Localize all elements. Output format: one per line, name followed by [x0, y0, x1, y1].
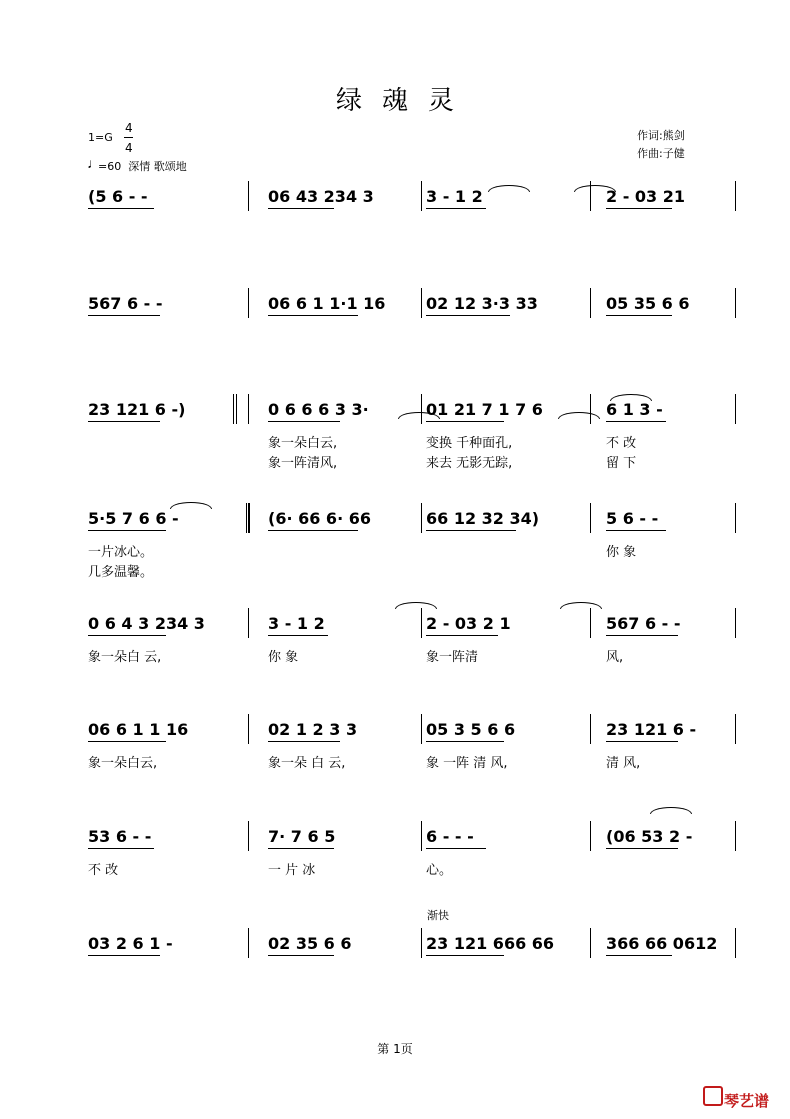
barline — [421, 503, 422, 533]
measure: 6 1 3 - — [606, 400, 663, 419]
lyric-line: 清 风, — [606, 756, 641, 771]
barline — [590, 608, 591, 638]
barline — [248, 288, 249, 318]
measure: 2 - 03 21 — [606, 187, 686, 206]
beam-line — [606, 741, 678, 742]
lyric-line: 象一朵 白 云, — [268, 756, 346, 771]
beam-line — [268, 741, 340, 742]
measure: 567 6 - - — [606, 614, 681, 633]
lyric-line: 来去 无影无踪, — [426, 456, 513, 471]
measure: 2 - 03 2 1 — [426, 614, 511, 633]
beam-line — [606, 315, 672, 316]
lyric-line: 不 改 — [88, 863, 119, 878]
page-number: 第 1页 — [377, 1042, 413, 1056]
barline — [590, 503, 591, 533]
barline — [421, 608, 422, 638]
beam-line — [88, 635, 166, 636]
lyric-line: 变换 千种面孔, — [426, 436, 513, 451]
repeat-barline — [246, 503, 247, 533]
time-signature-divider — [124, 137, 133, 138]
beam-line — [88, 421, 160, 422]
slur-mark — [398, 412, 440, 419]
barline — [248, 928, 249, 958]
measure: 05 35 6 6 — [606, 294, 690, 313]
key-signature: 1=G — [88, 131, 113, 144]
barline — [735, 181, 736, 211]
barline — [421, 288, 422, 318]
barline — [590, 821, 591, 851]
beam-line — [606, 635, 678, 636]
expression-marking: 深情 歌颂地 — [128, 160, 187, 173]
beam-line — [426, 635, 498, 636]
barline — [248, 608, 249, 638]
beam-line — [426, 848, 486, 849]
barline — [735, 288, 736, 318]
beam-line — [426, 955, 504, 956]
beam-line — [88, 208, 154, 209]
barline — [735, 394, 736, 424]
logo-icon — [703, 1086, 723, 1106]
barline — [421, 928, 422, 958]
barline — [248, 181, 249, 211]
lyric-line: 象一朵白云, — [88, 756, 158, 771]
lyricist-credit: 作词:熊剑 — [637, 129, 685, 142]
tempo-value: =60 — [98, 160, 122, 173]
measure: (5 6 - - — [88, 187, 148, 206]
measure: 66 12 32 34) — [426, 509, 540, 528]
measure: 06 43 234 3 — [268, 187, 374, 206]
measure: 06 6 1 1·1 16 — [268, 294, 386, 313]
beam-line — [88, 530, 166, 531]
beam-line — [88, 955, 160, 956]
lyric-line: 留 下 — [606, 456, 637, 471]
barline — [735, 928, 736, 958]
measure: 3 - 1 2 — [268, 614, 325, 633]
lyric-line: 你 象 — [606, 545, 637, 560]
barline — [590, 288, 591, 318]
measure: 23 121 6 -) — [88, 400, 186, 419]
barline — [735, 714, 736, 744]
repeat-barline — [233, 394, 234, 424]
repeat-barline — [249, 503, 250, 533]
lyric-line: 象一朵白 云, — [88, 650, 162, 665]
lyric-line: 一片冰心。 — [88, 545, 154, 560]
barline — [735, 503, 736, 533]
beam-line — [268, 635, 328, 636]
measure: 567 6 - - — [88, 294, 163, 313]
lyric-line: 风, — [606, 650, 624, 665]
beam-line — [426, 741, 504, 742]
beam-line — [268, 530, 358, 531]
lyric-line: 一 片 冰 — [268, 863, 316, 878]
beam-line — [268, 315, 358, 316]
barline — [421, 181, 422, 211]
measure: 02 1 2 3 3 — [268, 720, 358, 739]
beam-line — [606, 421, 666, 422]
slur-mark — [610, 394, 652, 401]
beam-line — [606, 848, 678, 849]
lyric-line: 象 一阵 清 风, — [426, 756, 508, 771]
measure: 53 6 - - — [88, 827, 152, 846]
beam-line — [606, 208, 672, 209]
slur-mark — [560, 602, 602, 609]
time-signature-bottom: 4 — [125, 141, 133, 155]
lyric-line: 象一阵清风, — [268, 456, 338, 471]
beam-line — [426, 315, 510, 316]
barline — [248, 394, 249, 424]
measure: (6· 66 6· 66 — [268, 509, 371, 528]
slur-mark — [558, 412, 600, 419]
beam-line — [268, 208, 334, 209]
measure: 23 121 666 66 — [426, 934, 555, 953]
beam-line — [426, 421, 504, 422]
measure: 3 - 1 2 — [426, 187, 483, 206]
beam-line — [268, 848, 334, 849]
slur-mark — [395, 602, 437, 609]
beam-line — [426, 530, 516, 531]
beam-line — [88, 848, 154, 849]
beam-line — [606, 530, 666, 531]
measure: 6 - - - — [426, 827, 474, 846]
measure: 366 66 0612 — [606, 934, 718, 953]
measure: (06 53 2 - — [606, 827, 693, 846]
barline — [248, 821, 249, 851]
beam-line — [426, 208, 486, 209]
measure: 7· 7 6 5 — [268, 827, 336, 846]
lyric-line: 象一阵清 — [426, 650, 479, 665]
slur-mark — [488, 185, 530, 192]
lyric-line: 象一朵白云, — [268, 436, 338, 451]
tempo-change-marking: 渐快 — [427, 909, 449, 922]
composer-credit: 作曲:子健 — [637, 147, 685, 160]
measure: 02 12 3·3 33 — [426, 294, 538, 313]
beam-line — [88, 315, 160, 316]
time-signature-top: 4 — [125, 121, 133, 135]
quarter-note-icon: ♩ — [87, 155, 101, 171]
measure: 02 35 6 6 — [268, 934, 352, 953]
lyric-line: 几多温馨。 — [88, 565, 154, 580]
barline — [590, 394, 591, 424]
beam-line — [88, 741, 166, 742]
tempo-marking — [98, 158, 187, 174]
measure: 0 6 6 6 3 3· — [268, 400, 369, 419]
lyric-line: 不 改 — [606, 436, 637, 451]
slur-mark — [170, 502, 212, 509]
repeat-barline — [236, 394, 237, 424]
barline — [735, 821, 736, 851]
slur-mark — [650, 807, 692, 814]
barline — [421, 821, 422, 851]
barline — [421, 714, 422, 744]
measure: 0 6 4 3 234 3 — [88, 614, 205, 633]
lyric-line: 心。 — [426, 863, 453, 878]
barline — [590, 714, 591, 744]
measure: 01 21 7 1 7 6 — [426, 400, 543, 419]
barline — [735, 608, 736, 638]
lyric-line: 你 象 — [268, 650, 299, 665]
measure: 06 6 1 1 16 — [88, 720, 189, 739]
measure: 03 2 6 1 - — [88, 934, 173, 953]
beam-line — [606, 955, 672, 956]
barline — [421, 394, 422, 424]
measure: 05 3 5 6 6 — [426, 720, 516, 739]
beam-line — [268, 955, 334, 956]
barline — [248, 714, 249, 744]
beam-line — [268, 421, 340, 422]
barline — [590, 928, 591, 958]
watermark: 琴艺谱 — [724, 1092, 770, 1110]
page-title: 绿魂灵 — [335, 86, 474, 116]
slur-mark — [574, 185, 616, 192]
measure: 5·5 7 6 6 - — [88, 509, 179, 528]
measure: 5 6 - - — [606, 509, 659, 528]
measure: 23 121 6 - — [606, 720, 697, 739]
